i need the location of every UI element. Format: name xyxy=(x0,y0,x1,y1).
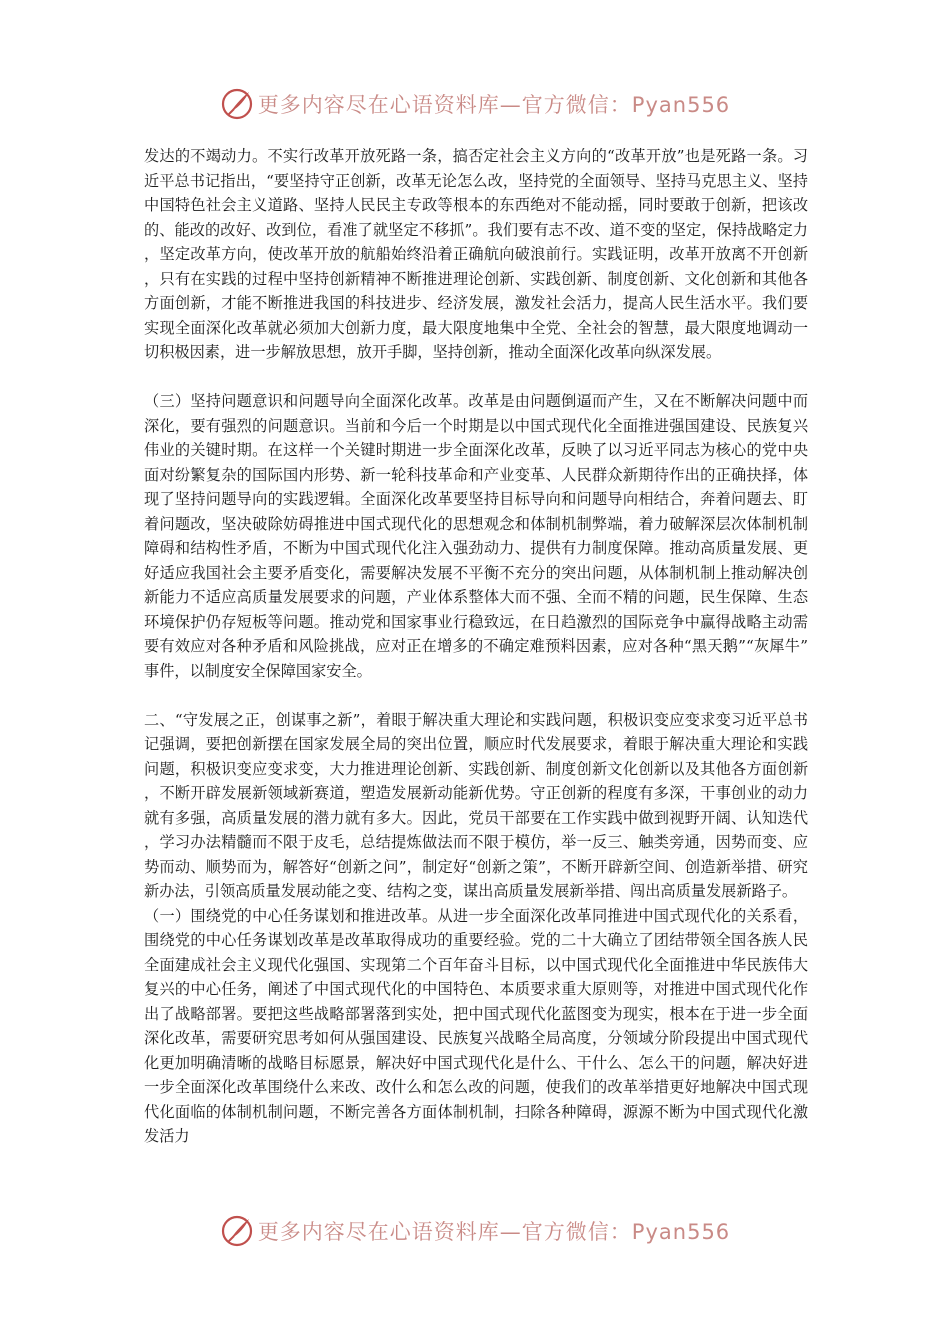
feather-pen-icon xyxy=(220,1214,254,1248)
header-banner-text: 更多内容尽在心语资料库—官方微信：Pyan556 xyxy=(257,93,731,117)
footer-banner-text: 更多内容尽在心语资料库—官方微信：Pyan556 xyxy=(257,1220,731,1244)
document-body xyxy=(144,144,808,1173)
paragraph: （一）围绕党的中心任务谋划和推进改革。从进一步全面深化改革同推进中国式现代化的关系看，围绕党的中心任务谋划改革是改革取得成功的重要经验。党的二十大确立了团结带领全国各族人民全面建成社会主义现代化强国、实现第二个百年奋斗目标，以中国式现代化全面推进中华民族伟大复兴的中心任务，阐述了中国式现代化的中国特色、本质要求重大原则等，对推进中国式现代化作出了战略部署。要把这些战略部署落到实处，把中国式现代化蓝图变为现实，根本在于进一步全面深化改革，需要研究思考如何从强国建设、民族复兴战略全局高度，分领域分阶段提出中国式现代化更加明确清晰的战略目标愿景，解决好中国式现代化是什么、干什么、怎么干的问题，解决好进一步全面深化改革围绕什么来改、改什么和怎么改的问题，使我们的改革举措更好地解决中国式现代化面临的体制机制问题，不断完善各方面体制机制，扫除各种障碍，源源不断为中国式现代化激发活力 xyxy=(144,906,808,1145)
paragraph: （三）坚持问题意识和问题导向全面深化改革。改革是由问题倒逼而产生，又在不断解决问题中而深化，要有强烈的问题意识。当前和今后一个时期是以中国式现代化全面推进强国建设、民族复兴伟业的关键时期。在这样一个关键时期进一步全面深化改革，反映了以习近平同志为核心的党中央面对纷繁复杂的国际国内形势、新一轮科技革命和产业变革、人民群众新期待作出的正确抉择，体现了坚持问题导向的实践逻辑。全面深化改革要坚持目标导向和问题导向相结合，奔着问题去、盯着问题改，坚决破除妨碍推进中国式现代化的思想观念和体制机制弊端，着力破解深层次体制机制障碍和结构性矛盾，不断为中国式现代化注入强劲动力、提供有力制度保障。推动高质量发展、更好适应我国社会主要矛盾变化，需要解决发展不平衡不充分的突出问题，从体制机制上推动解决创新能力不适应高质量发展要求的问题，产业体系整体大而不强、全而不精的问题，民生保障、生态环境保护仍存短板等问题。推动党和国家事业行稳致远，在日趋激烈的国际竞争中赢得战略主动需要有效应对各种矛盾和风险挑战，应对正在增多的不确定难预料因素，应对各种“黑天鹅”“灰犀牛”事件，以制度安全保障国家安全。 xyxy=(144,392,808,680)
feather-pen-icon xyxy=(220,87,254,121)
paragraph: 发达的不竭动力。不实行改革开放死路一条，搞否定社会主义方向的“改革开放”也是死路一条。习近平总书记指出，“要坚持守正创新，改革无论怎么改，坚持党的全面领导、坚持马克思主义、坚持中国特色社会主义道路、坚持人民民主专政等根本的东西绝对不能动摇，同时要敢于创新，把该改的、能改的改好、改到位，看准了就坚定不移抓”。我们要有志不改、道不变的坚定，保持战略定力，坚定改革方向，使改革开放的航船始终沿着正确航向破浪前行。实践证明，改革开放离不开创新，只有在实践的过程中坚持创新精神不断推进理论创新、实践创新、制度创新、文化创新和其他各方面创新，才能不断推进我国的科技进步、经济发展，激发社会活力，提高人民生活水平。我们要实现全面深化改革就必须加大创新力度，最大限度地集中全党、全社会的智慧，最大限度地调动一切积极因素，进一步解放思想，放开手脚，坚持创新，推动全面深化改革向纵深发展。 xyxy=(144,147,808,361)
footer-banner xyxy=(0,1211,950,1251)
paragraph: 二、“守发展之正，创谋事之新”，着眼于解决重大理论和实践问题，积极识变应变求变习近平总书记强调，要把创新摆在国家发展全局的突出位置，顺应时代发展要求，着眼于解决重大理论和实践问题，积极识变应变求变，大力推进理论创新、实践创新、制度创新文化创新以及其他各方面创新，不断开辟发展新领域新赛道，塑造发展新动能新优势。守正创新的程度有多深，干事创业的动力就有多强，高质量发展的潜力就有多大。因此，党员干部要在工作实践中做到视野开阔、认知迭代，学习办法精髓而不限于皮毛，总结提炼做法而不限于模仿，举一反三、触类旁通，因势而变、应势而动、顺势而为，解答好“创新之问”，制定好“创新之策”，不断开辟新空间、创造新举措、研究新办法，引领高质量发展动能之变、结构之变，谋出高质量发展新举措、闯出高质量发展新路子。 xyxy=(144,710,808,900)
header-banner xyxy=(0,84,950,124)
